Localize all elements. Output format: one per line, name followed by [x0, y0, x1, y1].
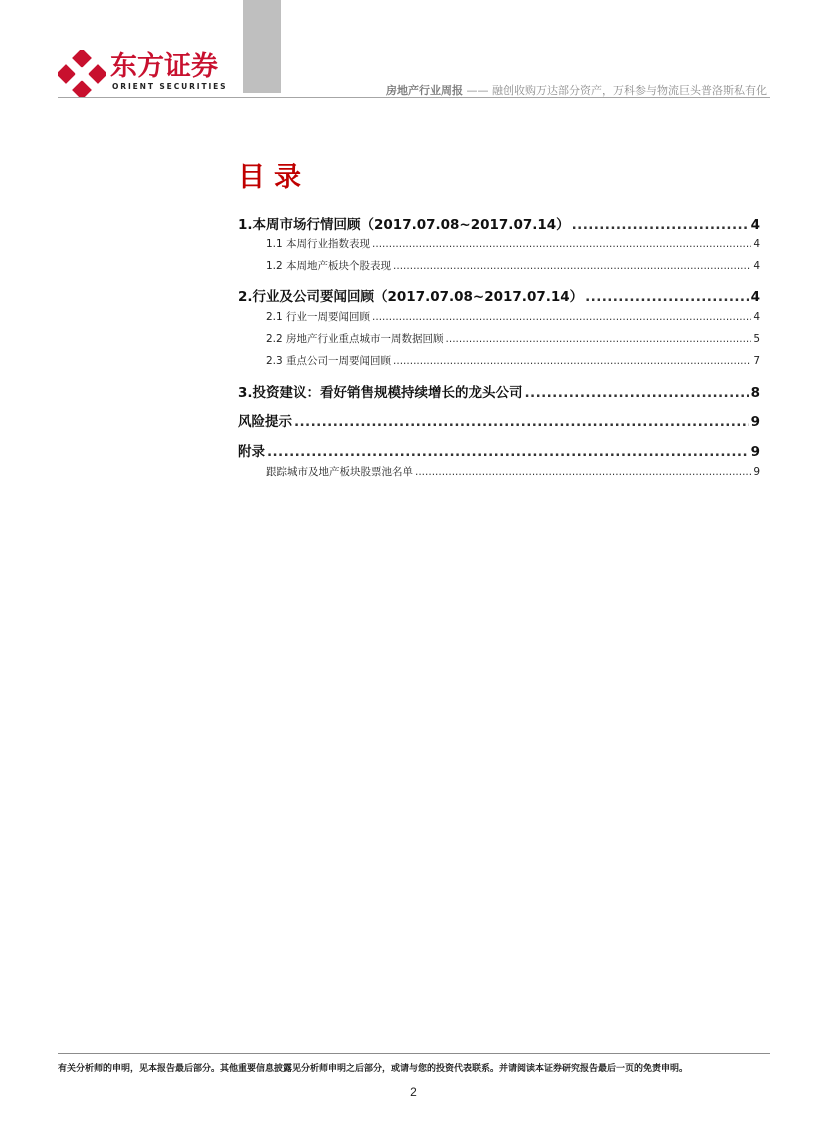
toc-entry-page: 4	[753, 260, 760, 272]
toc-entry-label: 2.1 行业一周要闻回顾	[266, 311, 371, 323]
header-divider	[58, 97, 770, 98]
toc-entry-page: 4	[750, 289, 760, 305]
toc-leader-dots	[525, 385, 749, 401]
toc-leader-dots	[267, 444, 749, 460]
toc-entry[interactable]	[266, 353, 760, 368]
toc-entry[interactable]	[238, 440, 760, 460]
toc-entry-page: 9	[750, 444, 760, 460]
toc-entry-label: 1.本周市场行情回顾（2017.07.08~2017.07.14）	[238, 217, 570, 233]
toc-entry[interactable]	[266, 236, 760, 251]
toc-entry-label: 2.行业及公司要闻回顾（2017.07.08~2017.07.14）	[238, 289, 584, 305]
toc-entry[interactable]	[238, 285, 760, 305]
toc-entry-page: 9	[753, 466, 760, 478]
toc-entry-label: 附录	[238, 444, 265, 460]
toc-leader-dots	[572, 217, 749, 233]
logo-english-name: ORIENT SECURITIES	[112, 82, 228, 91]
toc-entry-page: 8	[750, 385, 760, 401]
toc-entry[interactable]	[266, 464, 760, 479]
toc-leader-dots	[294, 414, 749, 430]
toc-leader-dots	[446, 333, 752, 345]
toc-leader-dots	[393, 355, 751, 367]
toc-entry[interactable]	[238, 410, 760, 430]
toc-entry-label: 3.投资建议：看好销售规模持续增长的龙头公司	[238, 385, 523, 401]
logo-chinese-name: 东方证券	[110, 51, 218, 82]
toc-entry[interactable]	[266, 258, 760, 273]
toc-entry-label: 2.3 重点公司一周要闻回顾	[266, 355, 392, 367]
page-number: 2	[410, 1085, 417, 1099]
report-subtitle: 融创收购万达部分资产，万科参与物流巨头普洛斯私有化	[492, 84, 767, 97]
title-separator: ——	[466, 84, 489, 97]
toc-entry-label: 1.1 本周行业指数表现	[266, 238, 371, 250]
report-type: 房地产行业周报	[386, 84, 463, 97]
toc-entry[interactable]	[266, 331, 760, 346]
toc-leader-dots	[415, 466, 751, 478]
toc-leader-dots	[372, 311, 751, 323]
toc-leader-dots	[372, 238, 751, 250]
toc-entry[interactable]	[238, 381, 760, 401]
toc-entry-page: 7	[753, 355, 760, 367]
orient-logo-icon	[58, 50, 106, 98]
footer-disclaimer: 有关分析师的申明，见本报告最后部分。其他重要信息披露见分析师申明之后部分，或请与您的投资代表联系。并请阅读本证券研究报告最后一页的免责申明。	[58, 1064, 689, 1074]
footer-divider	[58, 1053, 770, 1054]
toc-entry-page: 4	[750, 217, 760, 233]
header-accent-band	[243, 0, 281, 93]
toc-entry-page: 5	[753, 333, 760, 345]
running-header-title	[386, 82, 767, 98]
toc-entry-page: 4	[753, 311, 760, 323]
toc-entry-label: 2.2 房地产行业重点城市一周数据回顾	[266, 333, 444, 345]
toc-entry-label: 1.2 本周地产板块个股表现	[266, 260, 392, 272]
toc-heading: 目录	[238, 162, 310, 193]
toc-leader-dots	[585, 289, 748, 305]
toc-entry[interactable]	[238, 213, 760, 233]
toc-leader-dots	[393, 260, 751, 272]
toc-entry-page: 4	[753, 238, 760, 250]
toc-entry-label: 跟踪城市及地产板块股票池名单	[266, 466, 413, 478]
toc-entry-label: 风险提示	[238, 414, 292, 430]
toc-entry-page: 9	[750, 414, 760, 430]
toc-entry[interactable]	[266, 309, 760, 324]
